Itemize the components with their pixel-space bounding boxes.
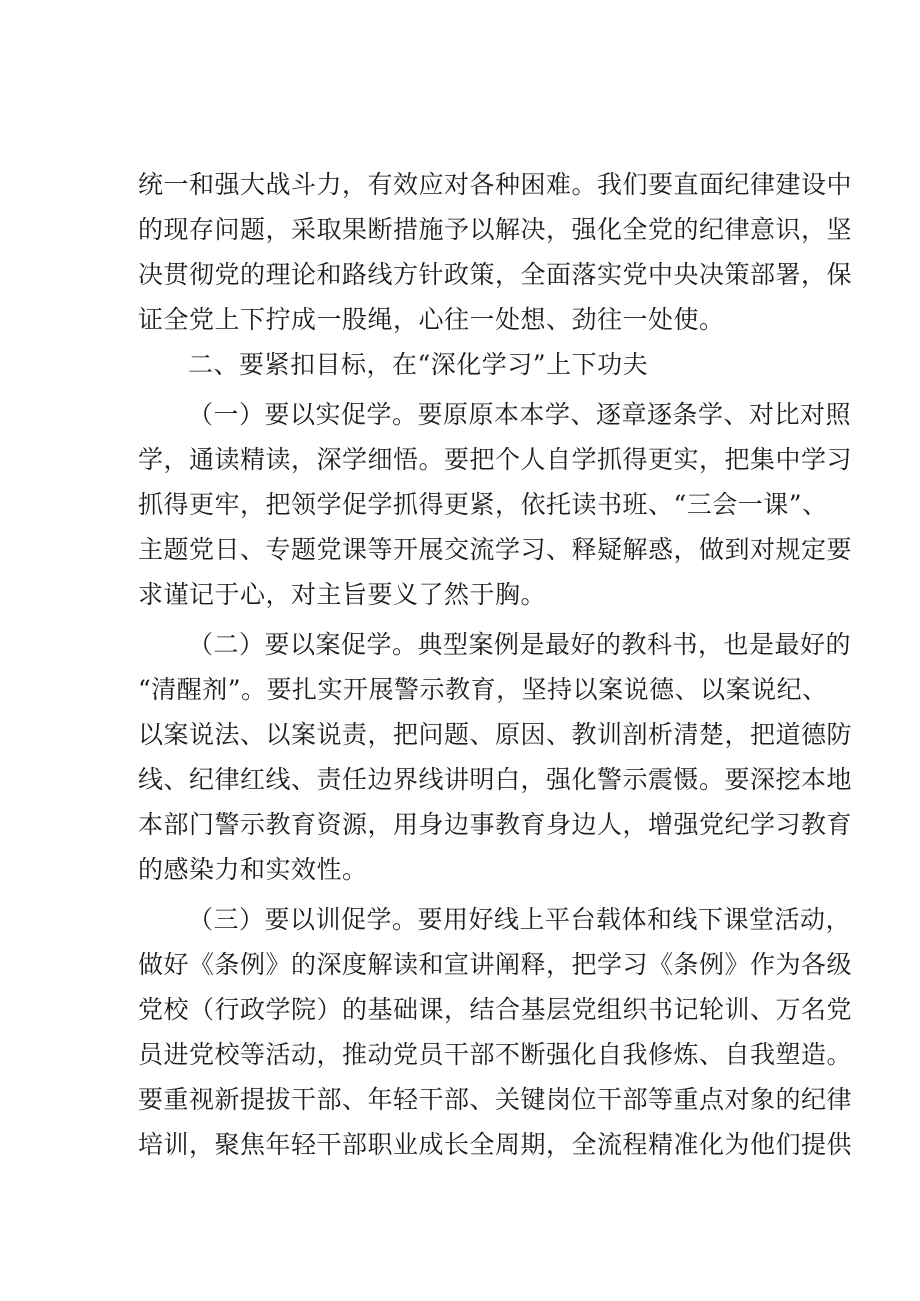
paragraph-line: 抓得更牢，把领学促学抓得更紧，依托读书班、“三会一课”、 <box>138 490 828 519</box>
paragraph-line: 决贯彻党的理论和路线方针政策，全面落实党中央决策部署，保 <box>138 260 853 289</box>
paragraph-line: 求谨记于心，对主旨要义了然于胸。 <box>138 580 547 609</box>
paragraph-line: 员进党校等活动，推动党员干部不断强化自我修炼、自我塑造。 <box>138 1040 853 1069</box>
paragraph-line: 做好《条例》的深度解读和宣讲阐释，把学习《条例》作为各级 <box>138 950 853 979</box>
paragraph-line: 主题党日、专题党课等开展交流学习、释疑解惑，做到对规定要 <box>138 535 853 564</box>
paragraph-line: 证全党上下拧成一股绳，心往一处想、劲往一处使。 <box>138 305 725 334</box>
paragraph-line: 本部门警示教育资源，用身边事教育身边人，增强党纪学习教育 <box>138 810 853 839</box>
section-heading: 二、要紧扣目标，在“深化学习”上下功夫 <box>188 350 649 379</box>
paragraph-line: 的感染力和实效性。 <box>138 855 368 884</box>
paragraph-line: 线、纪律红线、责任边界线讲明白，强化警示震慑。要深挖本地 <box>138 765 853 794</box>
paragraph-line: 以案说法、以案说责，把问题、原因、教训剖析清楚，把道德防 <box>138 720 853 749</box>
paragraph-line: 的现存问题，采取果断措施予以解决，强化全党的纪律意识，坚 <box>138 215 853 244</box>
paragraph-line: （三）要以训促学。要用好线上平台载体和线下课堂活动， <box>188 905 852 934</box>
paragraph-line: 党校（行政学院）的基础课，结合基层党组织书记轮训、万名党 <box>138 995 853 1024</box>
paragraph-line: 统一和强大战斗力，有效应对各种困难。我们要直面纪律建设中 <box>138 170 853 199</box>
paragraph-line: 培训，聚焦年轻干部职业成长全周期，全流程精准化为他们提供 <box>138 1130 853 1159</box>
paragraph-line: 学，通读精读，深学细悟。要把个人自学抓得更实，把集中学习 <box>138 445 853 474</box>
paragraph-line: （二）要以案促学。典型案例是最好的教科书，也是最好的 <box>188 630 852 659</box>
paragraph-line: 要重视新提拔干部、年轻干部、关键岗位干部等重点对象的纪律 <box>138 1085 853 1114</box>
paragraph-line: （一）要以实促学。要原原本本学、逐章逐条学、对比对照 <box>188 400 852 429</box>
paragraph-line: “清醒剂”。要扎实开展警示教育，坚持以案说德、以案说纪、 <box>138 675 828 704</box>
